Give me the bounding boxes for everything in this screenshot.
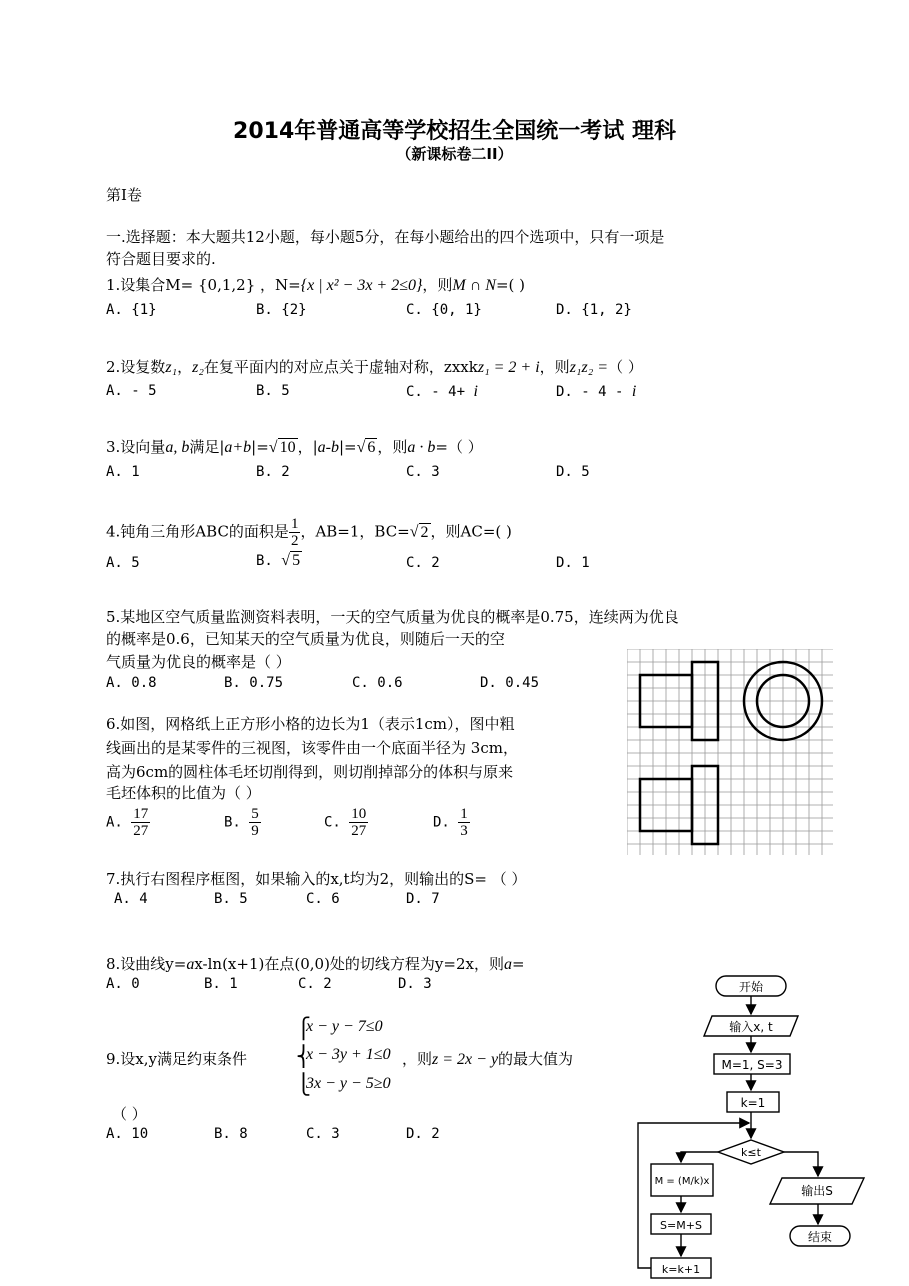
flow-k-update-label: k=k+1 [661, 1263, 701, 1276]
q6-option-c-label: C. [324, 814, 341, 831]
q2-text-d: （ ） [608, 358, 643, 376]
q4-text-a: 4.钝角三角形ABC的面积是 [106, 522, 289, 541]
q9-option-b: B. 8 [214, 1126, 248, 1142]
q4-radicand-2: 2 [420, 523, 429, 541]
q9-stem-left: 9.设x,y满足约束条件 [106, 1050, 248, 1068]
q9-brace-top: ⎧ [296, 1018, 311, 1040]
q6-option-b-label: B. [224, 814, 241, 831]
q6-option-a-den: 27 [133, 823, 149, 839]
q4-option-a: A. 5 [106, 555, 140, 571]
q2-text-b: 在复平面内的对应点关于虚轴对称，zxxk [203, 358, 478, 376]
q3-text-b: 满足| [189, 438, 225, 456]
q9-option-c: C. 3 [306, 1126, 340, 1142]
q5-line-3: 气质量为优良的概率是（ ） [106, 653, 291, 671]
q4-option-b-label: B. [256, 553, 273, 569]
q3-option-a: A. 1 [106, 464, 140, 480]
q3-text-e: |= [338, 438, 357, 456]
q1-option-b: B. {2} [256, 302, 307, 318]
q6-option-c [324, 806, 368, 839]
q9-brace-mid: ⎨ [296, 1046, 311, 1068]
q8-text-c: = [511, 955, 525, 973]
q4-option-c: C. 2 [406, 555, 440, 571]
q2-text-a: 2.设复数 [106, 358, 166, 376]
q1-text-b: ，则 [422, 276, 453, 294]
instructions-line-1: 一.选择题：本大题共12小题，每小题5分，在每小题给出的四个选项中，只有一项是 [106, 228, 665, 246]
q4-text-c: ，则AC=( ) [430, 522, 512, 541]
q6-option-a-fraction [131, 806, 150, 839]
q4-option-b-radicand: 5 [292, 552, 301, 569]
q2-text-c: ，则 [539, 358, 570, 376]
q6-option-c-fraction [349, 806, 368, 839]
question-1-stem [106, 274, 525, 295]
grid-lines [627, 649, 833, 855]
q4-sqrt-2: √ 2 [409, 523, 429, 541]
q2-z1: z₁ [165, 359, 178, 376]
q9-option-a: A. 10 [106, 1126, 149, 1142]
q6-option-c-den: 27 [351, 823, 367, 839]
flow-arrow-no [784, 1152, 818, 1176]
flow-k-init-label: k=1 [740, 1096, 766, 1110]
q2-z2: z₂ [192, 359, 204, 376]
q3-sum: a+b [224, 439, 252, 456]
q3-option-d: D. 5 [556, 464, 590, 480]
q5-option-b: B. 0.75 [224, 675, 284, 691]
q5-option-c: C. 0.6 [352, 675, 403, 691]
q8-option-a: A. 0 [106, 976, 140, 992]
q3-sqrt-6: √ 6 [356, 439, 376, 456]
q4-option-d: D. 1 [556, 555, 590, 571]
q6-option-b-fraction [249, 806, 261, 839]
q6-option-a-label: A. [106, 814, 123, 831]
q6-option-d-num: 1 [460, 806, 468, 822]
q6-option-b-num: 5 [251, 806, 259, 822]
flow-s-update-label: S=M+S [660, 1219, 702, 1232]
q8-option-b: B. 1 [204, 976, 238, 992]
q2-option-c-i: i [473, 383, 478, 400]
q3-text-a: 3.设向量 [106, 438, 166, 456]
three-view-figure [627, 649, 833, 855]
q8-option-d: D. 3 [398, 976, 432, 992]
q8-option-c: C. 2 [298, 976, 332, 992]
q7-option-c: C. 6 [306, 891, 340, 907]
q9-option-d: D. 2 [406, 1126, 440, 1142]
q8-text-b: x-ln(x+1)在点(0,0)处的切线方程为y=2x，则 [194, 955, 504, 973]
flow-start-label: 开始 [738, 980, 764, 994]
q6-option-a-num: 17 [133, 806, 149, 822]
flow-condition-label: k≤t [741, 1146, 761, 1159]
q9-text-c: 的最大值为 [498, 1050, 574, 1068]
q3-option-c: C. 3 [406, 464, 440, 480]
q2-option-d [556, 383, 636, 401]
exam-subtitle: （新课标卷二II） [396, 145, 513, 163]
flow-end-label: 结束 [807, 1230, 833, 1244]
q6-line-4: 毛坯体积的比值为（ ） [106, 784, 261, 802]
section-label: 第I卷 [106, 186, 142, 204]
q5-line-2: 的概率是0.6，已知某天的空气质量为优良，则随后一天的空 [106, 630, 505, 648]
q5-option-a: A. 0.8 [106, 675, 157, 691]
q3-sqrt-10: √ 10 [268, 439, 296, 456]
q4-option-b [256, 552, 302, 570]
q8-text-a: 8.设曲线y= [106, 955, 187, 973]
q1-option-c: C. {0, 1} [406, 302, 482, 318]
q4-frac-num: 1 [290, 516, 299, 532]
q4-frac-den: 2 [290, 533, 299, 549]
q1-option-a: A. {1} [106, 302, 157, 318]
q3-vars: a, b [165, 439, 190, 456]
q6-option-a [106, 806, 150, 839]
q6-option-d-fraction [458, 806, 470, 839]
q3-text-c: |= [251, 438, 269, 456]
q9-constraint-3: 3x − y − 5≥0 [306, 1075, 391, 1092]
question-2-stem [106, 356, 643, 377]
q2-option-b: B. 5 [256, 383, 290, 399]
q1-set-expression: {x | x² − 3x + 2≤0} [300, 277, 423, 294]
q7-stem: 7.执行右图程序框图，如果输入的x,t均为2，则输出的S= （ ） [106, 870, 527, 888]
q2-separator: ， [177, 358, 193, 376]
q6-option-c-num: 10 [351, 806, 367, 822]
q6-option-d [433, 806, 470, 839]
q6-line-3: 高为6cm的圆柱体毛坯切削得到，则切削掉部分的体积与原来 [106, 763, 514, 781]
instructions-line-2: 符合题目要求的. [106, 250, 216, 268]
q2-option-a: A. - 5 [106, 383, 157, 399]
q8-var-a-2: a [503, 956, 512, 973]
q3-radicand-10: 10 [279, 439, 296, 456]
question-3-stem [106, 436, 483, 457]
q4-fraction [289, 516, 301, 549]
q6-option-d-label: D. [433, 814, 450, 831]
q7-option-a: A. 4 [114, 891, 148, 907]
q6-option-b-den: 9 [251, 823, 259, 839]
q9-brace-bottom: ⎩ [296, 1074, 311, 1096]
q6-line-2: 线画出的是某零件的三视图，该零件由一个底面半径为 3cm， [106, 739, 518, 757]
flow-input-label: 输入x, t [729, 1020, 773, 1034]
q1-text-c: =( ) [495, 276, 526, 294]
q8-var-a: a [186, 956, 195, 973]
q9-paren: （ ） [112, 1105, 147, 1123]
q6-option-d-den: 3 [460, 823, 468, 839]
flow-init-label: M=1, S=3 [721, 1058, 783, 1072]
q2-option-d-i: i [631, 383, 637, 400]
q5-line-1: 5.某地区空气质量监测资料表明，一天的空气质量为优良的概率是0.75，连续两为优良 [106, 608, 679, 626]
q6-line-1: 6.如图，网格纸上正方形小格的边长为1（表示1cm），图中粗 [106, 715, 515, 733]
q3-text-d: ，| [297, 438, 318, 456]
q7-option-b: B. 5 [214, 891, 248, 907]
q2-option-c-text: C. - 4+ [406, 384, 466, 400]
q9-constraint-2: x − 3y + 1≤0 [306, 1046, 391, 1063]
q7-option-d: D. 7 [406, 891, 440, 907]
exam-title: 2014年普通高等学校招生全国统一考试 理科 [233, 119, 676, 144]
flow-m-update-label: M = (M/k)x [654, 1176, 710, 1187]
q4-text-b: ，AB=1，BC= [300, 522, 410, 541]
q2-product: z₁z₂ = [569, 359, 609, 376]
q6-option-b [224, 806, 261, 839]
q2-expression: z₁ = 2 + i [477, 359, 540, 376]
q4-option-b-sqrt: √ 5 [281, 552, 301, 569]
q1-intersection: M ∩ N [452, 277, 496, 294]
q1-option-d: D. {1, 2} [556, 302, 632, 318]
q2-option-c [406, 383, 478, 401]
q3-option-b: B. 2 [256, 464, 290, 480]
q9-text-b: ，则 [402, 1050, 433, 1068]
q3-text-g: =（ ） [435, 438, 483, 456]
question-4-stem [106, 516, 512, 549]
q3-diff: a-b [317, 439, 339, 456]
q5-option-d: D. 0.45 [480, 675, 540, 691]
program-flowchart [630, 968, 880, 1283]
q3-text-f: ，则 [377, 438, 408, 456]
q8-stem [106, 953, 525, 974]
q3-radicand-6: 6 [367, 439, 376, 456]
q1-text-a: 1.设集合M= {0,1,2} ，N= [106, 276, 301, 294]
q2-option-d-text: D. - 4 - [556, 384, 624, 400]
q9-objective: z = 2x − y [432, 1051, 499, 1068]
flow-arrow-yes [681, 1152, 718, 1162]
q9-stem-right [402, 1048, 573, 1069]
q3-dot: a · b [407, 439, 436, 456]
q9-constraint-1: x − y − 7≤0 [306, 1018, 383, 1035]
flow-output-label: 输出S [801, 1184, 833, 1198]
